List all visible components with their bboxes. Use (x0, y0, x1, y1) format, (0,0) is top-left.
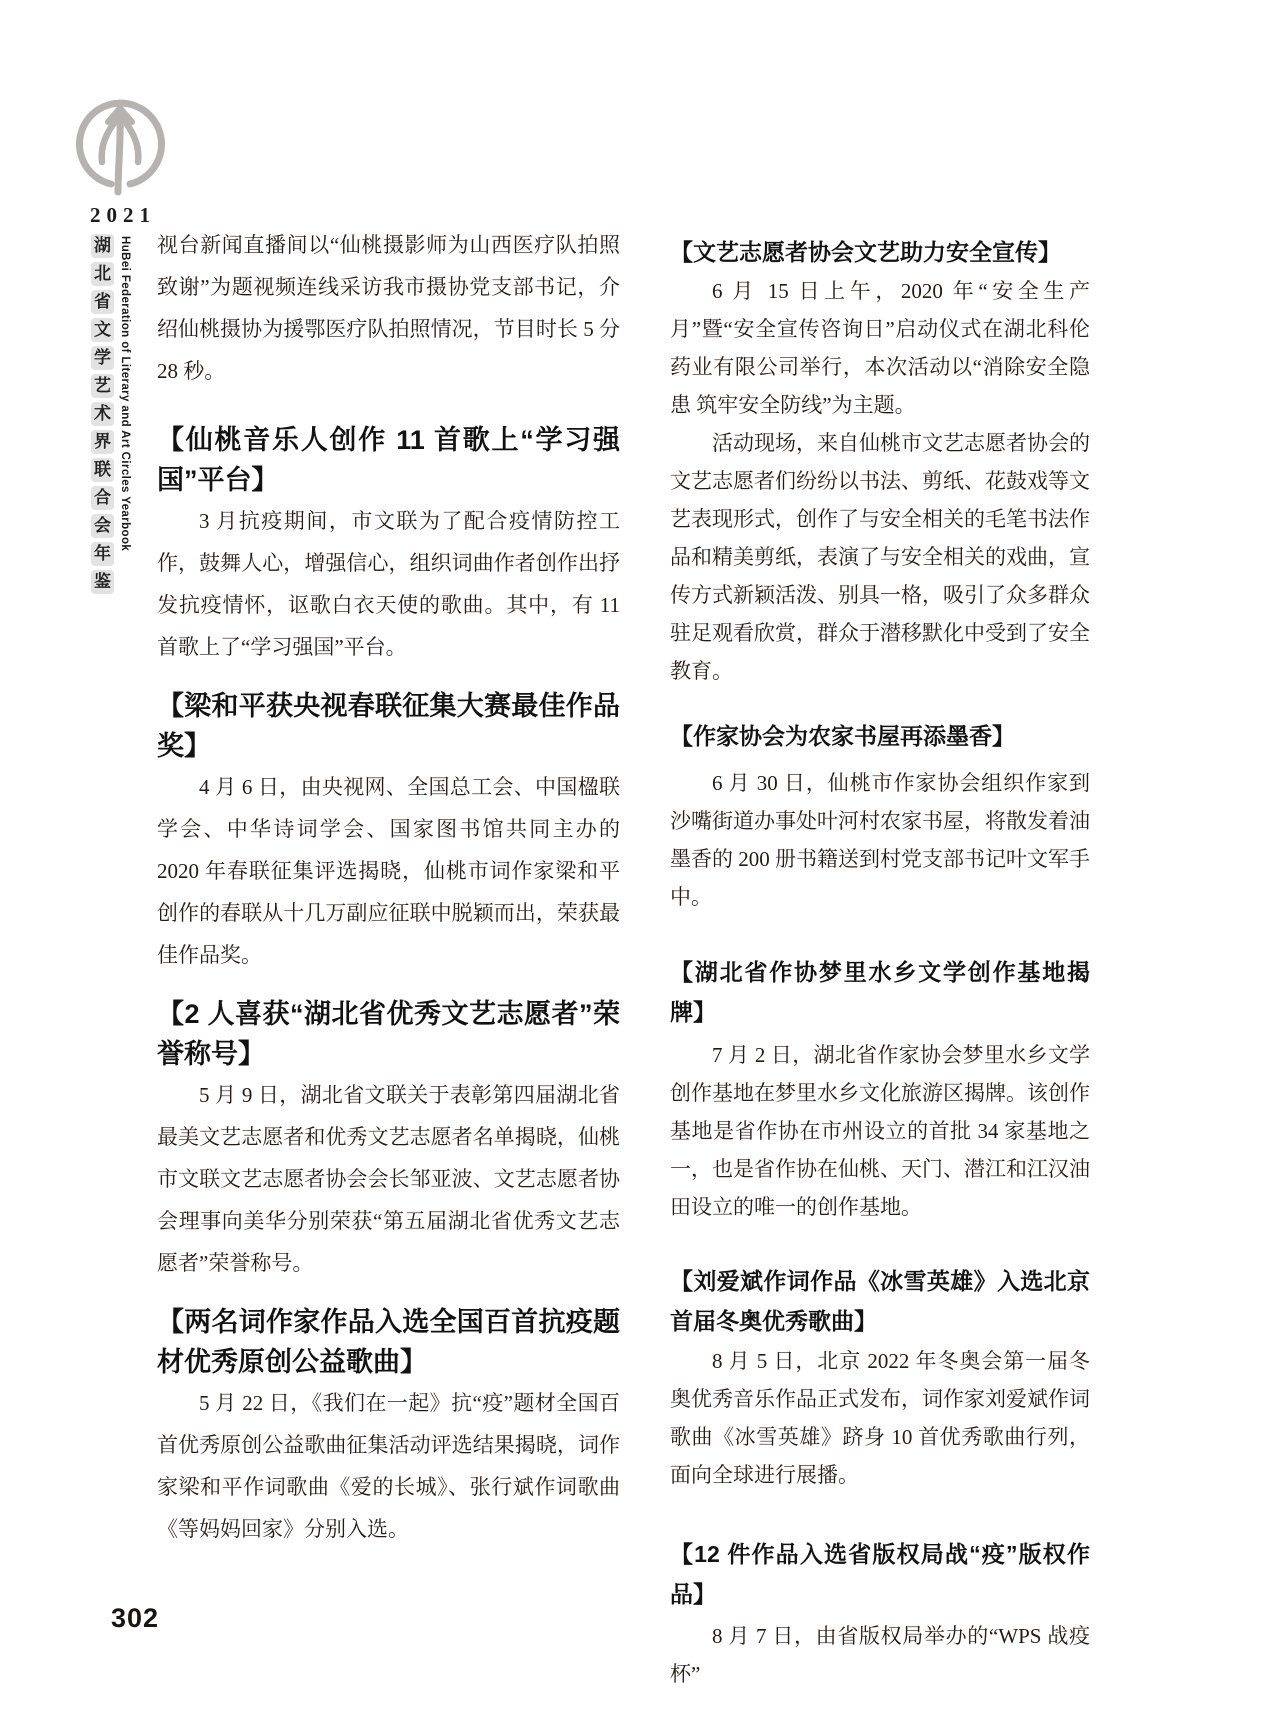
body-paragraph: 5 月 22 日，《我们在一起》抗“疫”题材全国百首优秀原创公益歌曲征集活动评选结果揭晓，词作家梁和平作词歌曲《爱的长城》、张行斌作词歌曲《等妈妈回家》分别入选。 (157, 1391, 620, 1541)
body-paragraph: 活动现场，来自仙桃市文艺志愿者协会的文艺志愿者们纷纷以书法、剪纸、花鼓戏等文艺表现形式，创作了与安全相关的毛笔书法作品和精美剪纸，表演了与安全相关的戏曲，宣传方式新颖活泼、别具一格，吸引了众多群众驻足观看欣赏，群众于潜移默化中受到了安全教育。 (670, 431, 1090, 683)
sidebar-title-char: 文 (91, 318, 114, 342)
body-paragraph: 8 月 7 日，由省版权局举办的“WPS 战疫杯” (670, 1624, 1090, 1686)
sidebar-title-char: 年 (91, 542, 114, 566)
sidebar-english-subtitle: HuBei Federation of Literary and Art Circles Yearbook (119, 236, 131, 552)
sidebar-title-char: 鉴 (91, 570, 114, 594)
sidebar-title-char: 联 (91, 458, 114, 482)
body-paragraph: 6 月 15 日上午，2020 年“安全生产月”暨“安全宣传咨询日”启动仪式在湖北科伦药业有限公司举行，本次活动以“消除安全隐患 筑牢安全防线”为主题。 (670, 279, 1090, 417)
federation-emblem-icon (74, 183, 166, 200)
sidebar-title-char: 会 (91, 514, 114, 538)
section-heading: 【文艺志愿者协会文艺助力安全宣传】 (670, 239, 1061, 265)
yearbook-year: 2021 (90, 203, 156, 227)
sidebar-title-char: 合 (91, 486, 114, 510)
section-heading: 【2 人喜获“湖北省优秀文艺志愿者”荣誉称号】 (157, 999, 620, 1069)
section-heading: 【刘爱斌作词作品《冰雪英雄》入选北京首届冬奥优秀歌曲】 (670, 1268, 1090, 1334)
section-heading: 【两名词作家作品入选全国百首抗疫题材优秀原创公益歌曲】 (157, 1307, 620, 1377)
sidebar-vertical-title (91, 234, 114, 598)
sidebar-title-char: 界 (91, 430, 114, 454)
publisher-logo (72, 96, 168, 228)
left-text-column (157, 224, 620, 1550)
section-heading: 【湖北省作协梦里水乡文学创作基地揭牌】 (670, 959, 1090, 1025)
sidebar-title-char: 省 (91, 290, 114, 314)
sidebar-title-char: 艺 (91, 374, 114, 398)
body-paragraph: 3 月抗疫期间，市文联为了配合疫情防控工作，鼓舞人心，增强信心，组织词曲作者创作出抒发抗疫情怀，讴歌白衣天使的歌曲。其中，有 11 首歌上了“学习强国”平台。 (157, 509, 620, 659)
section-heading: 【作家协会为农家书屋再添墨香】 (670, 723, 1015, 749)
body-paragraph: 7 月 2 日，湖北省作家协会梦里水乡文学创作基地在梦里水乡文化旅游区揭牌。该创作基地是省作协在市州设立的首批 34 家基地之一，也是省作协在仙桃、天门、潜江和江汉油田设立的唯一的创作基地。 (670, 1043, 1090, 1219)
section-heading: 【12 件作品入选省版权局战“疫”版权作品】 (670, 1541, 1090, 1607)
body-paragraph: 5 月 9 日，湖北省文联关于表彰第四届湖北省最美文艺志愿者和优秀文艺志愿者名单揭晓，仙桃市文联文艺志愿者协会会长邹亚波、文艺志愿者协会理事向美华分别荣获“第五届湖北省优秀文艺志愿者”荣誉称号。 (157, 1083, 620, 1275)
sidebar-title-char: 术 (91, 402, 114, 426)
body-paragraph: 视台新闻直播间以“仙桃摄影师为山西医疗队拍照致谢”为题视频连线采访我市摄协党支部书记，介绍仙桃摄协为援鄂医疗队拍照情况，节目时长 5 分 28 秒。 (157, 233, 620, 383)
section-heading: 【梁和平获央视春联征集大赛最佳作品奖】 (157, 691, 620, 761)
sidebar-title-char: 北 (91, 262, 114, 286)
section-heading: 【仙桃音乐人创作 11 首歌上“学习强国”平台】 (157, 425, 620, 495)
body-paragraph: 8 月 5 日，北京 2022 年冬奥会第一届冬奥优秀音乐作品正式发布，词作家刘爱斌作词歌曲《冰雪英雄》跻身 10 首优秀歌曲行列，面向全球进行展播。 (670, 1349, 1090, 1487)
body-paragraph: 4 月 6 日，由央视网、全国总工会、中国楹联学会、中华诗词学会、国家图书馆共同主办的 2020 年春联征集评选揭晓，仙桃市词作家梁和平创作的春联从十几万副应征联中脱颖而出，荣获最佳作品奖。 (157, 775, 620, 967)
body-paragraph: 6 月 30 日，仙桃市作家协会组织作家到沙嘴街道办事处叶河村农家书屋，将散发着油墨香的 200 册书籍送到村党支部书记叶文军手中。 (670, 771, 1090, 909)
sidebar-title-char: 学 (91, 346, 114, 370)
right-text-column (670, 232, 1090, 1693)
page-number: 302 (111, 1603, 160, 1633)
sidebar-title-char: 湖 (91, 234, 114, 258)
